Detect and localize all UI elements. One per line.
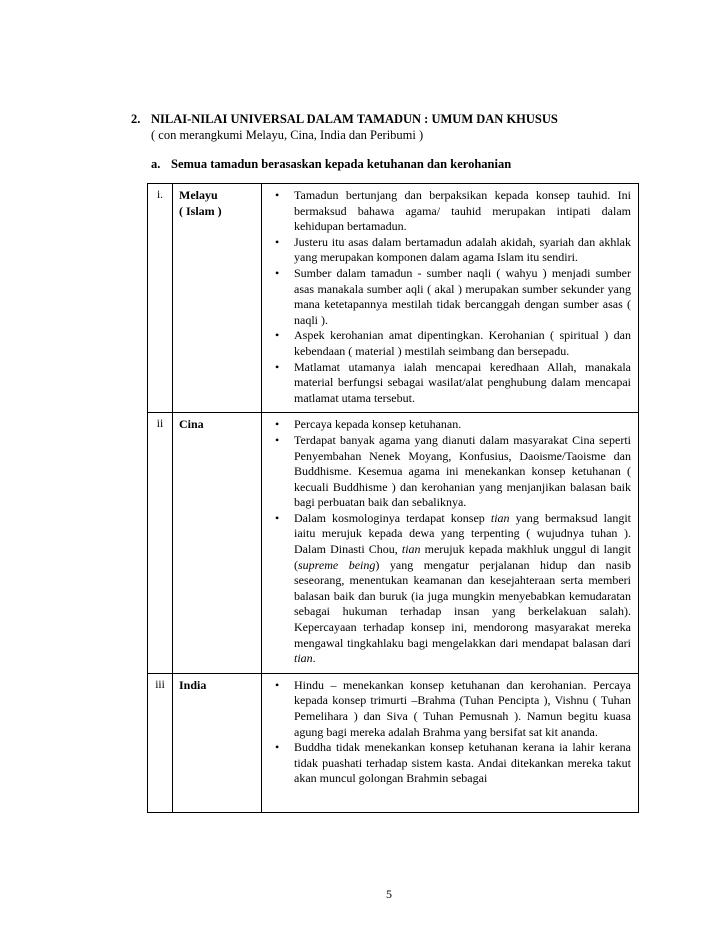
list-item: • Matlamat utamanya ialah mencapai keredhaan Allah, manakala material berfungsi sebagai wasilat/alat penghubung dalam mencapai matlamat utama tersebut. (275, 359, 631, 405)
section-subtitle: ( con merangkumi Melayu, Cina, India dan Peribumi ) (151, 128, 424, 142)
page-number: 5 (386, 887, 392, 901)
row-content (262, 184, 639, 413)
bullet-icon: • (275, 432, 280, 447)
table-row (148, 413, 639, 674)
list-item: • Buddha tidak menekankan konsep ketuhanan kerana ia lahir kerana tidak puashati terhadap sistem kasta. Andai ditekankan mereka takut akan muncul golongan Brahmin sebagai (275, 740, 631, 786)
subsection-letter: a. (151, 157, 161, 171)
row-content (262, 413, 639, 674)
bullet-icon: • (275, 328, 280, 343)
section-title: NILAI-NILAI UNIVERSAL DALAM TAMADUN : UMUM DAN KHUSUS (151, 112, 558, 126)
row-name: Melayu (179, 188, 218, 202)
bullet-icon: • (275, 740, 280, 755)
subsection-title: Semua tamadun berasaskan kepada ketuhanan dan kerohanian (171, 157, 512, 171)
table-row (148, 673, 639, 812)
subsection-heading (151, 157, 511, 172)
row-name: India (179, 677, 207, 692)
civilization-table (147, 183, 639, 813)
list-item: • Tamadun bertunjang dan berpaksikan kepada konsep tauhid. Ini bermaksud bahawa agama/ tauhid merupakan intipati dalam kehidupan bertamadun. (275, 188, 631, 234)
row-name-cell (173, 673, 262, 812)
bullet-icon: • (275, 677, 280, 692)
row-content (262, 673, 639, 812)
list-item: • Percaya kepada konsep ketuhanan. (275, 417, 462, 432)
list-item: • Aspek kerohanian amat dipentingkan. Kerohanian ( spiritual ) dan kebendaan ( material ) mestilah seimbang dan bersepadu. (275, 328, 631, 358)
list-item: • Terdapat banyak agama yang dianuti dalam masyarakat Cina seperti Penyembahan Nenek Moyang, Konfusius, Daoisme/Taoisme dan Buddhisme. Kesemua agama ini menekankan konsep ketuhanan ( kecuali Buddhisme ) dan kerohanian yang menjanjikan balasan baik bagi perbuatan baik dan sebaliknya. (275, 432, 631, 510)
bullet-icon: • (275, 417, 280, 432)
bullet-icon: • (275, 510, 280, 525)
bullet-icon: • (275, 234, 280, 249)
list-item: • Dalam kosmologinya terdapat konsep tian yang bermaksud langit iaitu merujuk kepada dewa yang terpenting ( wujudnya tuhan ). Dalam Dinasti Chou, tian merujuk kepada makhluk unggul di langit (supreme being) yang mengatur perjalanan hidup dan nasib seseorang, menentukan keamanan dan kesejahteraan serta memberi balasan baik dan buruk (ia juga mungkin menyebabkan kemudaratan sebagai hukuman terhadap insan yang berkelakuan salah). Kepercayaan terhadap konsep ini, mendorong masyarakat mereka mengawal tingkahlaku bagi mengelakkan dari mendapat balasan dari tian. (275, 510, 632, 666)
row-name-cell (173, 184, 262, 413)
row-index: ii (148, 413, 173, 674)
bullet-icon: • (275, 265, 280, 280)
section-heading (131, 112, 558, 127)
row-name-sub: ( Islam ) (179, 203, 222, 218)
row-name: Cina (179, 417, 204, 432)
row-index: i. (148, 184, 173, 413)
row-name-cell (173, 413, 262, 674)
section-number: 2. (131, 112, 141, 126)
list-item: • Sumber dalam tamadun - sumber naqli ( wahyu ) menjadi sumber asas manakala sumber aqli ( akal ) merupakan sumber sekunder yang mana ketetapannya mestilah tidak bercanggah dengan sumber asas ( naqli ). (275, 265, 631, 327)
list-item: • Hindu – menekankan konsep ketuhanan dan kerohanian. Percaya kepada konsep trimurti –Brahma (Tuhan Pencipta ), Vishnu ( Tuhan Pemelihara ) dan Siva ( Tuhan Pemusnah ). Namun begitu kuasa agung bagi mereka adalah Brahma yang bersifat sat kit ananda. (275, 677, 631, 739)
list-item: • Justeru itu asas dalam bertamadun adalah akidah, syariah dan akhlak yang merupakan komponen dalam agama Islam itu sendiri. (275, 234, 631, 265)
bullet-icon: • (275, 188, 280, 202)
bullet-icon: • (275, 359, 280, 374)
table-row (148, 184, 639, 413)
row-index: iii (148, 673, 173, 812)
